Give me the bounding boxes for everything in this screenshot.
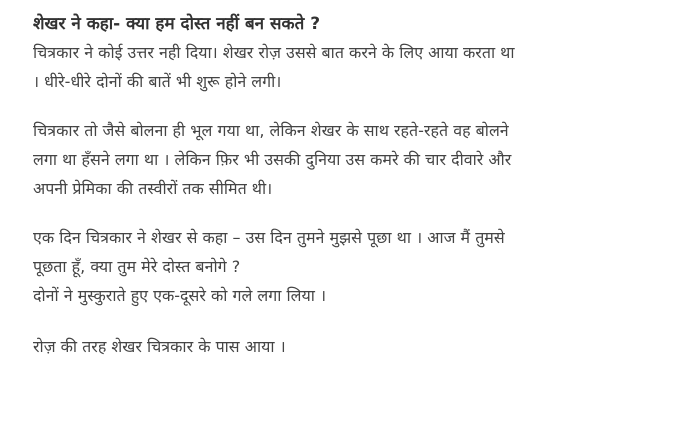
paragraph-line: अपनी प्रेमिका की तस्वीरों तक सीमित थी। (33, 179, 273, 198)
paragraph-4 (33, 332, 673, 361)
paragraph-line: चित्रकार ने कोई उत्तर नही दिया। शेखर रोज़ उससे बात करने के लिए आया करता था (33, 43, 515, 62)
paragraph-line: । धीरे-धीरे दोनों की बातें भी शुरू होने लगी। (33, 72, 282, 91)
paragraph-line: रोज़ की तरह शेखर चित्रकार के पास आया । (33, 337, 286, 356)
paragraph-line: पूछता हूँ, क्या तुम मेरे दोस्त बनोगे ? (33, 257, 241, 276)
article-body (33, 10, 673, 361)
paragraph-line: दोनों ने मुस्कुराते हुए एक-दूसरे को गले लगा लिया । (33, 286, 327, 305)
paragraph-2 (33, 116, 673, 203)
paragraph-line: चित्रकार तो जैसे बोलना ही भूल गया था, लेकिन शेखर के साथ रहते-रहते वह बोलने (33, 121, 509, 140)
paragraph-3 (33, 223, 673, 310)
story-heading: शेखर ने कहा- क्या हम दोस्त नहीं बन सकते ? (33, 14, 321, 34)
paragraph-line: लगा था हँसने लगा था । लेकिन फ़िर भी उसकी दुनिया उस कमरे की चार दीवारे और (33, 150, 512, 169)
paragraph-line: एक दिन चित्रकार ने शेखर से कहा – उस दिन तुमने मुझसे पूछा था । आज मैं तुमसे (33, 228, 505, 247)
paragraph-1 (33, 38, 673, 96)
